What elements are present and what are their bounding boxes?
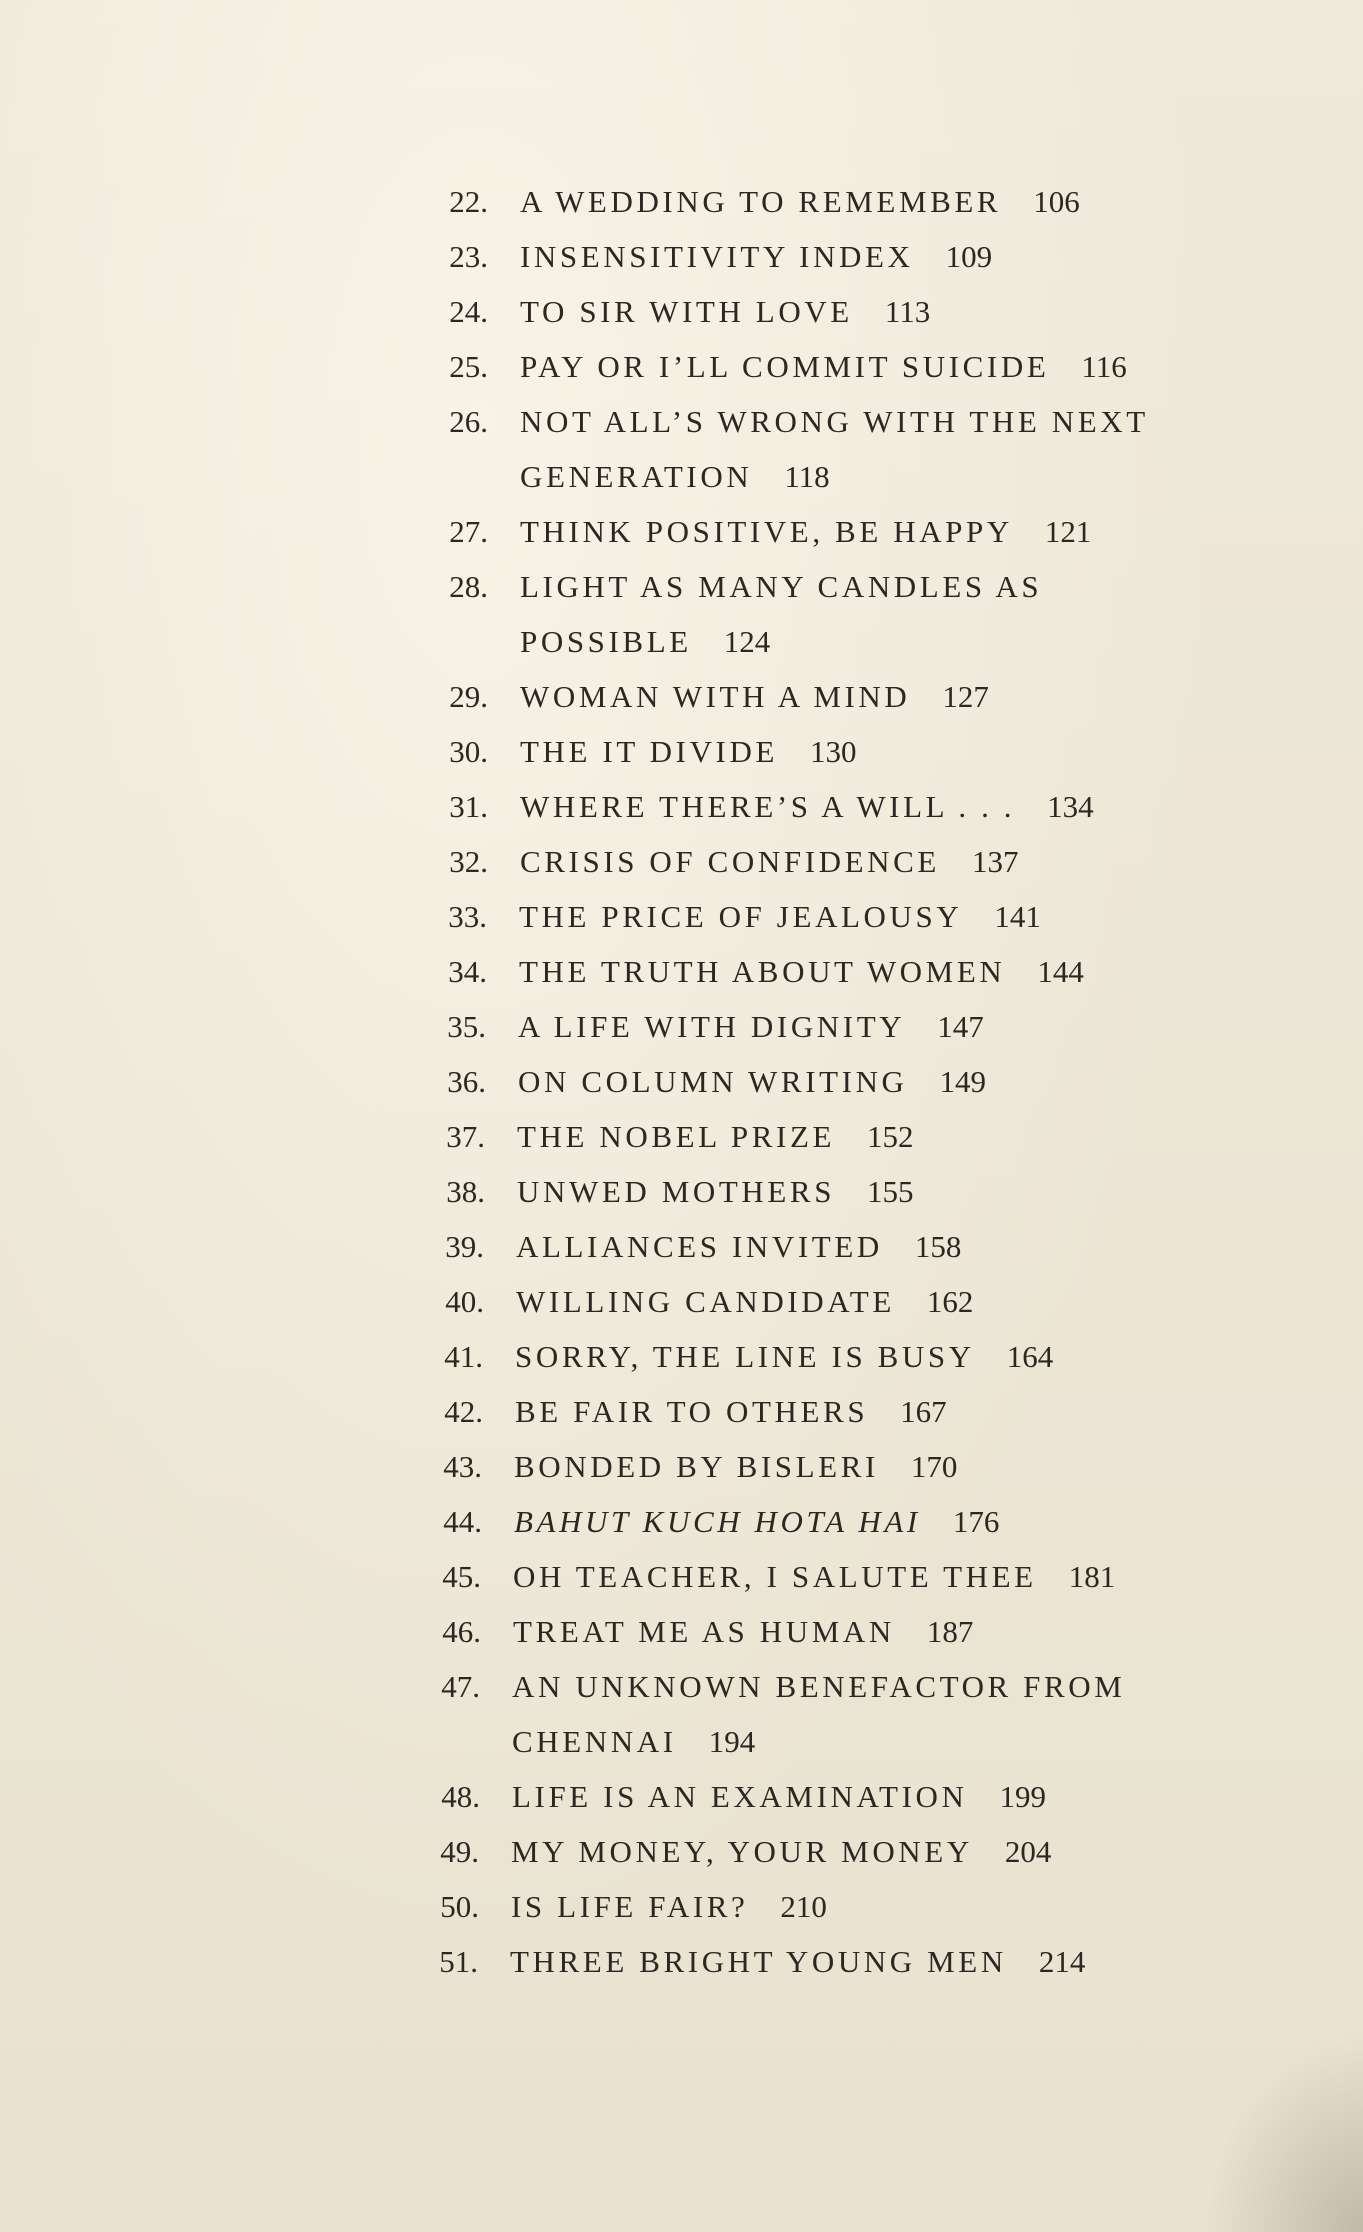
entry-title: LIGHT AS MANY CANDLES AS bbox=[520, 569, 1043, 604]
entry-number: 23. bbox=[449, 239, 488, 274]
entry-page: 109 bbox=[945, 239, 993, 274]
entry-page: 152 bbox=[867, 1119, 914, 1154]
entry-number: 43. bbox=[443, 1449, 482, 1484]
entry-title-continued: POSSIBLE 124 bbox=[520, 624, 771, 659]
entry-page: 214 bbox=[1038, 1944, 1086, 1979]
entry-number: 29. bbox=[449, 679, 488, 714]
entry-title: THE IT DIVIDE 130 bbox=[520, 734, 857, 769]
entry-title: THE PRICE OF JEALOUSY 141 bbox=[519, 899, 1041, 934]
entry-title: BE FAIR TO OTHERS 167 bbox=[515, 1394, 947, 1429]
entry-page: 162 bbox=[926, 1284, 974, 1319]
entry-title: PAY OR I’LL COMMIT SUICIDE 116 bbox=[520, 349, 1127, 384]
entry-number: 40. bbox=[445, 1284, 484, 1319]
entry-page: 176 bbox=[952, 1504, 1000, 1539]
entry-page: 141 bbox=[994, 899, 1041, 934]
entry-number: 24. bbox=[449, 294, 488, 329]
entry-number: 31. bbox=[449, 789, 488, 824]
entry-page: 134 bbox=[1047, 789, 1094, 824]
entry-page: 204 bbox=[1004, 1834, 1052, 1869]
entry-number: 30. bbox=[449, 734, 488, 769]
entry-title: OH TEACHER, I SALUTE THEE 181 bbox=[513, 1559, 1116, 1594]
entry-number: 27. bbox=[449, 514, 488, 549]
entry-number: 37. bbox=[446, 1119, 485, 1154]
entry-number: 45. bbox=[442, 1559, 481, 1594]
entry-page: 194 bbox=[708, 1724, 756, 1759]
entry-title: A WEDDING TO REMEMBER 106 bbox=[520, 184, 1080, 219]
entry-title: LIFE IS AN EXAMINATION 199 bbox=[512, 1779, 1046, 1814]
entry-title: THINK POSITIVE, BE HAPPY 121 bbox=[520, 514, 1092, 549]
entry-title: BONDED BY BISLERI 170 bbox=[514, 1449, 958, 1484]
entry-title: NOT ALL’S WRONG WITH THE NEXT bbox=[520, 404, 1149, 439]
entry-number: 44. bbox=[443, 1504, 482, 1539]
entry-title: THE TRUTH ABOUT WOMEN 144 bbox=[519, 954, 1084, 989]
entry-page: 113 bbox=[884, 294, 931, 329]
entry-number: 51. bbox=[439, 1944, 478, 1979]
entry-title: INSENSITIVITY INDEX 109 bbox=[520, 239, 993, 274]
entry-title-continued: CHENNAI 194 bbox=[512, 1724, 756, 1759]
entry-page: 170 bbox=[910, 1449, 958, 1484]
entry-page: 155 bbox=[867, 1174, 914, 1209]
entry-title: ON COLUMN WRITING 149 bbox=[518, 1064, 987, 1099]
entry-number: 26. bbox=[449, 404, 488, 439]
entry-title: THE NOBEL PRIZE 152 bbox=[517, 1119, 914, 1154]
entry-page: 187 bbox=[926, 1614, 974, 1649]
entry-page: 118 bbox=[784, 459, 830, 494]
entry-page: 199 bbox=[999, 1779, 1046, 1814]
entry-title: WILLING CANDIDATE 162 bbox=[516, 1284, 974, 1319]
entry-title: WOMAN WITH A MIND 127 bbox=[520, 679, 989, 714]
entry-page: 164 bbox=[1006, 1339, 1054, 1374]
entry-title: SORRY, THE LINE IS BUSY 164 bbox=[515, 1339, 1054, 1374]
entry-page: 130 bbox=[810, 734, 857, 769]
entry-number: 22. bbox=[449, 184, 488, 219]
entry-page: 210 bbox=[780, 1889, 827, 1924]
entry-page: 147 bbox=[937, 1009, 984, 1044]
entry-page: 158 bbox=[914, 1229, 962, 1264]
entry-number: 41. bbox=[444, 1339, 483, 1374]
entry-number: 32. bbox=[449, 844, 488, 879]
entry-page: 121 bbox=[1044, 514, 1092, 549]
entry-title: A LIFE WITH DIGNITY 147 bbox=[518, 1009, 984, 1044]
entry-title: WHERE THERE’S A WILL . . . 134 bbox=[520, 789, 1094, 824]
entry-number: 39. bbox=[445, 1229, 484, 1264]
entry-title: ALLIANCES INVITED 158 bbox=[516, 1229, 962, 1264]
entry-number: 48. bbox=[441, 1779, 480, 1814]
entry-title: TO SIR WITH LOVE 113 bbox=[520, 294, 931, 329]
entry-number: 47. bbox=[441, 1669, 480, 1704]
entry-page: 124 bbox=[723, 624, 771, 659]
entry-page: 144 bbox=[1037, 954, 1084, 989]
entry-number: 49. bbox=[440, 1834, 479, 1869]
entry-title: TREAT ME AS HUMAN 187 bbox=[513, 1614, 974, 1649]
entry-number: 38. bbox=[446, 1174, 485, 1209]
entry-page: 116 bbox=[1081, 349, 1127, 384]
entry-title-continued: GENERATION 118 bbox=[520, 459, 830, 494]
entry-number: 25. bbox=[449, 349, 488, 384]
entry-page: 127 bbox=[942, 679, 989, 714]
entry-page: 106 bbox=[1033, 184, 1080, 219]
entry-title: THREE BRIGHT YOUNG MEN 214 bbox=[510, 1944, 1086, 1979]
entry-title: IS LIFE FAIR? 210 bbox=[511, 1889, 827, 1924]
entry-title: BAHUT KUCH HOTA HAI 176 bbox=[514, 1504, 1000, 1539]
entry-number: 35. bbox=[447, 1009, 486, 1044]
entry-title: UNWED MOTHERS 155 bbox=[517, 1174, 914, 1209]
entry-page: 181 bbox=[1068, 1559, 1116, 1594]
entry-page: 149 bbox=[939, 1064, 987, 1099]
entry-page: 167 bbox=[900, 1394, 947, 1429]
entry-number: 50. bbox=[440, 1889, 479, 1924]
entry-number: 36. bbox=[447, 1064, 486, 1099]
entry-title: CRISIS OF CONFIDENCE 137 bbox=[520, 844, 1019, 879]
entry-page: 137 bbox=[971, 844, 1019, 879]
entry-title: MY MONEY, YOUR MONEY 204 bbox=[511, 1834, 1052, 1869]
entry-number: 34. bbox=[448, 954, 487, 989]
entry-number: 42. bbox=[444, 1394, 483, 1429]
entry-number: 28. bbox=[449, 569, 488, 604]
entry-title: AN UNKNOWN BENEFACTOR FROM bbox=[512, 1669, 1126, 1704]
entry-number: 33. bbox=[448, 899, 487, 934]
entry-number: 46. bbox=[442, 1614, 481, 1649]
